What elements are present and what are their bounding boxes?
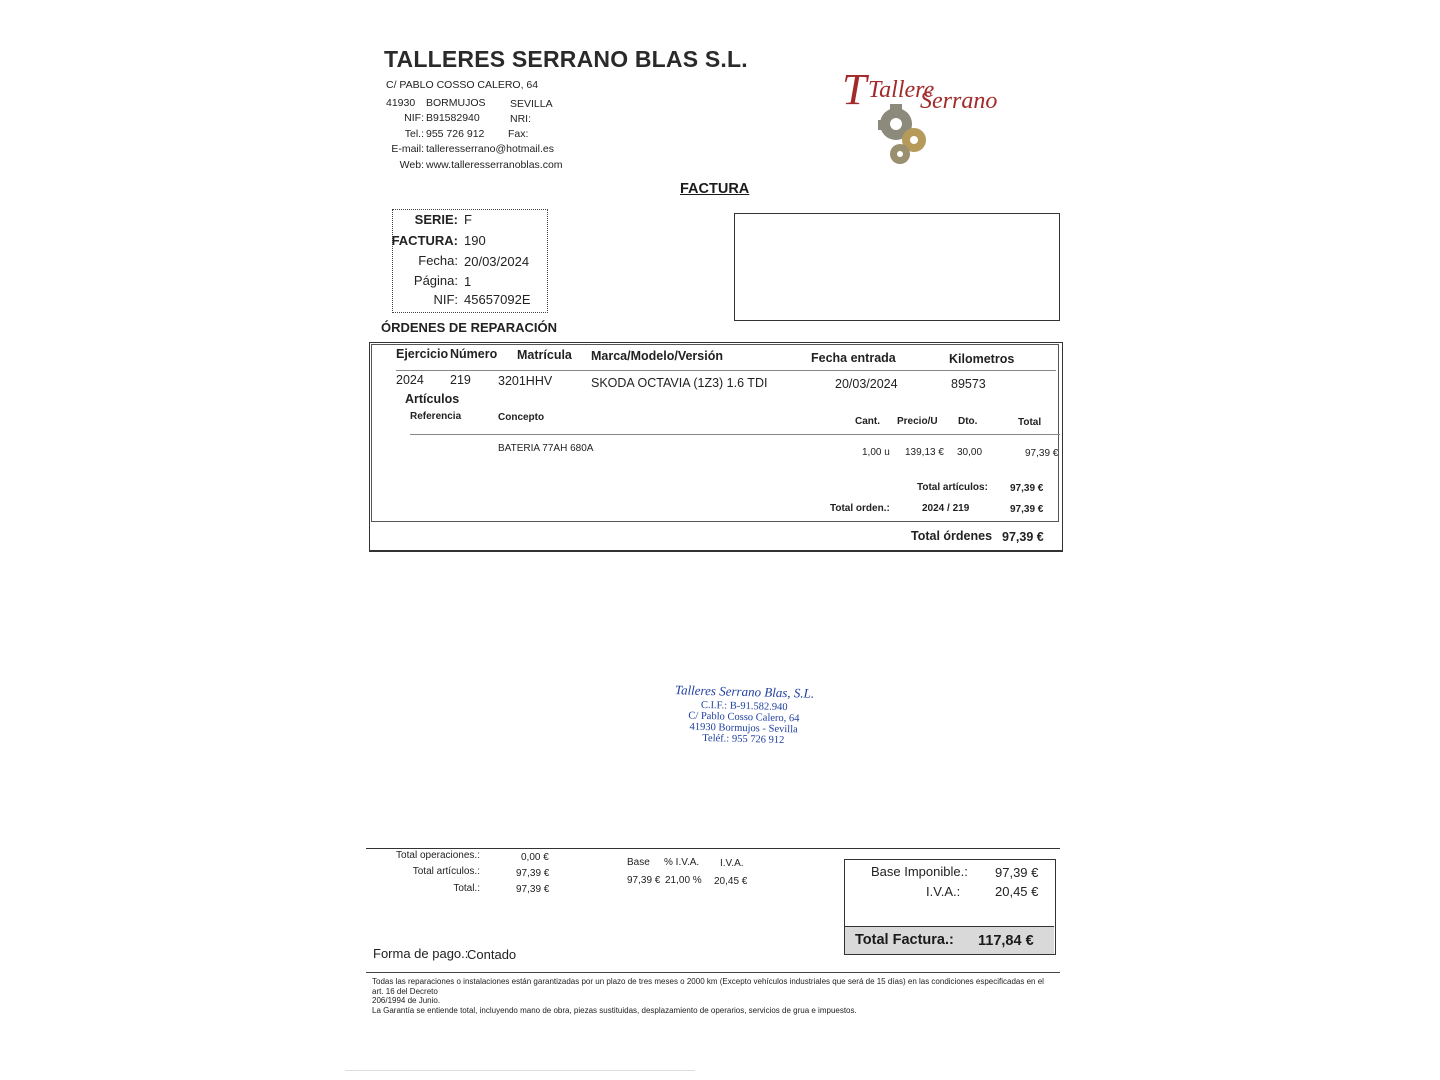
article-total: 97,39 € bbox=[1025, 448, 1059, 459]
order-total-articulos-label: Total artículos: bbox=[917, 482, 988, 493]
header-referencia: Referencia bbox=[410, 411, 462, 422]
summary-total-articulos-value: 97,39 € bbox=[516, 868, 550, 879]
payment-label: Forma de pago.: bbox=[373, 946, 469, 961]
iva-value: 20,45 € bbox=[714, 876, 748, 887]
pagina-label: Página: bbox=[413, 273, 458, 288]
header-precio: Precio/U bbox=[897, 416, 938, 427]
footer-line-1: Todas las reparaciones o instalaciones están garantizadas por un plazo de tres meses o 2000 km (Excepto vehículos industriales que será de 15 días) en las condiciones especificadas en el art. 16 del Decreto bbox=[372, 977, 1044, 996]
article-dto: 30,00 bbox=[957, 447, 983, 458]
stamp-line-2: C.I.F.: B-91.582.940 bbox=[700, 699, 788, 714]
header-numero: Número bbox=[450, 347, 498, 361]
base-imponible-label: Base Imponible.: bbox=[871, 864, 968, 879]
order-ejercicio: 2024 bbox=[396, 373, 424, 387]
company-city: BORMUJOS bbox=[426, 97, 486, 109]
stamp-line-4: 41930 Bormujos - Sevilla bbox=[689, 721, 798, 736]
factura-value: 190 bbox=[464, 233, 486, 248]
fecha-value: 20/03/2024 bbox=[464, 254, 530, 269]
footer-line-3: La Garantía se entiende total, incluyendo mano de obra, piezas sustituidas, desplazamiento de operarios, servicios de grua e impuestos. bbox=[372, 1005, 857, 1015]
client-nif-value: 45657092E bbox=[464, 292, 531, 307]
articles-title: Artículos bbox=[405, 392, 460, 406]
company-address: C/ PABLO COSSO CALERO, 64 bbox=[386, 79, 539, 91]
order-kilometros: 89573 bbox=[951, 377, 986, 391]
fecha-label: Fecha: bbox=[418, 253, 458, 268]
document-title: FACTURA bbox=[680, 181, 750, 197]
order-fecha-entrada: 20/03/2024 bbox=[835, 377, 898, 391]
order-total-articulos-value: 97,39 € bbox=[1010, 483, 1044, 494]
total-orden-ref: 2024 / 219 bbox=[922, 503, 970, 514]
factura-label: FACTURA: bbox=[391, 233, 458, 248]
company-web: www.talleresserranoblas.com bbox=[426, 159, 563, 171]
total-ordenes-label: Total órdenes bbox=[911, 529, 993, 543]
client-nif-label: NIF: bbox=[433, 292, 458, 307]
summary-total-articulos-label: Total artículos.: bbox=[412, 866, 480, 877]
order-marca: SKODA OCTAVIA (1Z3) 1.6 TDI bbox=[591, 376, 768, 390]
stamp-line-3: C/ Pablo Cosso Calero, 64 bbox=[688, 710, 800, 725]
company-province: SEVILLA bbox=[510, 98, 553, 110]
client-address-box bbox=[734, 213, 1060, 321]
base-label: Base bbox=[627, 857, 650, 868]
stamp-line-1: Talleres Serrano Blas, S.L. bbox=[674, 682, 815, 701]
footer-legal bbox=[372, 977, 1052, 1015]
company-logo bbox=[838, 42, 1038, 177]
total-factura-value: 117,84 € bbox=[978, 933, 1034, 949]
total-factura-label: Total Factura.: bbox=[855, 932, 954, 948]
logo-text-left: Tallere bbox=[868, 77, 935, 103]
order-matricula: 3201HHV bbox=[498, 374, 553, 388]
total-operaciones-label: Total operaciones.: bbox=[396, 850, 480, 861]
nri-label: NRI: bbox=[510, 113, 531, 125]
payment-value: Contado bbox=[467, 947, 517, 962]
company-email: talleresserrano@hotmail.es bbox=[426, 143, 554, 155]
nif-label: NIF: bbox=[404, 112, 424, 124]
summary-total-label: Total.: bbox=[453, 883, 480, 894]
header-matricula: Matrícula bbox=[517, 348, 572, 362]
header-kilometros: Kilometros bbox=[949, 352, 1015, 366]
serie-label: SERIE: bbox=[414, 212, 458, 227]
company-nif: B91582940 bbox=[426, 112, 480, 124]
web-label: Web: bbox=[399, 159, 424, 171]
gear-icon bbox=[878, 104, 926, 164]
serie-value: F bbox=[464, 212, 472, 227]
summary-top-divider bbox=[366, 848, 1060, 849]
svg-text:T: T bbox=[842, 65, 867, 114]
logo-text-right: Serrano bbox=[920, 88, 998, 114]
total-operaciones-value: 0,00 € bbox=[521, 852, 549, 863]
company-postal-code: 41930 bbox=[386, 97, 416, 109]
company-stamp bbox=[649, 682, 839, 748]
iva-label: I.V.A. bbox=[720, 858, 744, 869]
article-concepto: BATERIA 77AH 680A bbox=[498, 443, 594, 454]
stamp-line-5: Teléf.: 955 726 912 bbox=[702, 732, 785, 747]
order-header-divider bbox=[396, 370, 1056, 371]
article-precio: 139,13 € bbox=[905, 447, 944, 458]
totals-iva-label: I.V.A.: bbox=[926, 884, 961, 899]
article-header-divider bbox=[410, 434, 1060, 435]
iva-pct-label: % I.V.A. bbox=[664, 857, 700, 868]
iva-pct-value: 21,00 % bbox=[665, 875, 702, 886]
header-ejercicio: Ejercicio bbox=[396, 347, 449, 361]
header-total: Total bbox=[1018, 417, 1042, 428]
orders-title: ÓRDENES DE REPARACIÓN bbox=[381, 320, 558, 335]
company-tel: 955 726 912 bbox=[426, 128, 485, 140]
email-label: E-mail: bbox=[391, 143, 424, 155]
total-orden-value: 97,39 € bbox=[1010, 504, 1044, 515]
header-concepto: Concepto bbox=[498, 412, 545, 423]
pagina-value: 1 bbox=[464, 274, 472, 289]
header-dto: Dto. bbox=[958, 416, 978, 427]
header-fecha-entrada: Fecha entrada bbox=[811, 351, 896, 365]
base-value: 97,39 € bbox=[627, 875, 661, 886]
totals-iva-value: 20,45 € bbox=[995, 884, 1039, 899]
page-edge-line bbox=[345, 1070, 695, 1071]
header-cant: Cant. bbox=[855, 416, 880, 427]
summary-total-value: 97,39 € bbox=[516, 884, 550, 895]
header-marca: Marca/Modelo/Versión bbox=[591, 349, 723, 363]
order-numero: 219 bbox=[450, 373, 471, 387]
footer-divider bbox=[366, 972, 1060, 973]
total-orden-label: Total orden.: bbox=[830, 503, 890, 514]
total-ordenes-value: 97,39 € bbox=[1002, 530, 1044, 544]
fax-label: Fax: bbox=[508, 128, 529, 140]
base-imponible-value: 97,39 € bbox=[995, 865, 1039, 880]
footer-line-2: 206/1994 de Junio. bbox=[372, 996, 441, 1005]
article-cant: 1,00 u bbox=[862, 447, 890, 458]
company-name: TALLERES SERRANO BLAS S.L. bbox=[384, 46, 748, 72]
tel-label: Tel.: bbox=[404, 128, 424, 140]
